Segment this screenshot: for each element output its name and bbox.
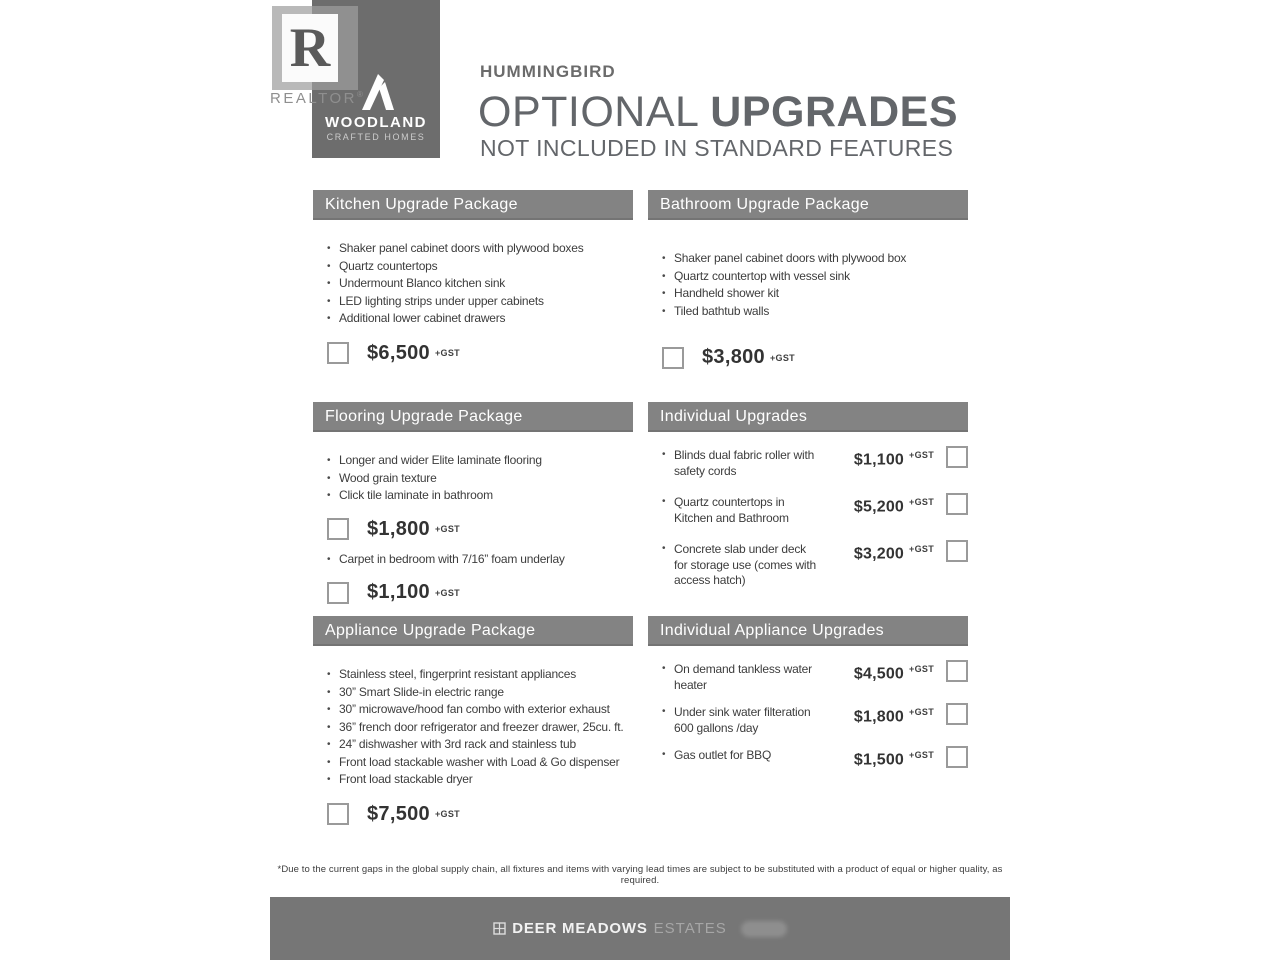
individual_appliance-checkbox-0[interactable]	[946, 660, 968, 682]
priced-item-price	[854, 542, 934, 562]
priced-item	[662, 662, 968, 693]
gst-label: +GST	[769, 352, 795, 363]
realtor-logo-frame	[272, 6, 358, 90]
section-title-bar: Individual Upgrades	[648, 402, 968, 432]
section-title-bar: Bathroom Upgrade Package	[648, 190, 968, 220]
section-kitchen	[313, 190, 633, 365]
individual_appliance-checkbox-2[interactable]	[946, 746, 968, 768]
price-row	[327, 581, 633, 604]
priced-item-price	[854, 495, 934, 515]
price-row	[327, 518, 633, 541]
bullet-item: • Front load stackable washer with Load & Go dispenser	[327, 754, 633, 772]
bullet-item: • Undermount Blanco kitchen sink	[327, 275, 633, 293]
gst-label: +GST	[434, 524, 460, 534]
page-title-bold: UPGRADES	[710, 88, 958, 136]
appliance-checkbox-1[interactable]	[327, 803, 349, 825]
flooring-checkbox-1[interactable]	[327, 518, 349, 540]
bullet-item: • 24” dishwasher with 3rd rack and stainless tub	[327, 736, 633, 754]
bullet-item: • Shaker panel cabinet doors with plywood box	[662, 250, 968, 268]
footer-estate-name: DEER MEADOWS	[512, 920, 648, 937]
gst-label: +GST	[909, 544, 934, 554]
priced-item	[662, 748, 968, 768]
price-amount: $5,200	[853, 498, 905, 516]
priced-item-text: • Under sink water filteration 600 gallons /day	[662, 705, 850, 736]
flooring-checkbox-3[interactable]	[327, 582, 349, 604]
bullet-item: • Handheld shower kit	[662, 285, 968, 303]
bullet-list	[662, 250, 968, 320]
footer-blur-patch	[741, 921, 787, 937]
price-amount: $1,800	[367, 517, 430, 540]
price-amount: $1,500	[853, 751, 905, 769]
gst-label: +GST	[434, 348, 460, 358]
price-amount: $4,500	[853, 665, 905, 683]
gst-label: +GST	[434, 587, 460, 598]
price-row	[327, 803, 633, 826]
gst-label: +GST	[909, 497, 934, 507]
footer-bar	[270, 897, 1010, 960]
priced-item-text: • On demand tankless water heater	[662, 662, 850, 693]
bullet-item: • Additional lower cabinet drawers	[327, 310, 633, 328]
price-row	[662, 346, 968, 369]
gst-label: +GST	[909, 750, 934, 760]
bullet-item: • Carpet in bedroom with 7/16” foam underlay	[327, 551, 633, 569]
page-title-light: OPTIONAL	[478, 88, 698, 136]
bullet-item: • LED lighting strips under upper cabinets	[327, 293, 633, 311]
section-title-bar: Appliance Upgrade Package	[313, 616, 633, 646]
section-title-bar: Flooring Upgrade Package	[313, 402, 633, 432]
individual-checkbox-0[interactable]	[946, 446, 968, 468]
realtor-logo-box	[282, 14, 338, 82]
page-subtitle: NOT INCLUDED IN STANDARD FEATURES	[480, 135, 954, 161]
priced-item-price	[854, 705, 934, 725]
individual_appliance-checkbox-1[interactable]	[946, 703, 968, 725]
price-amount: $3,200	[853, 545, 905, 563]
priced-item	[662, 705, 968, 736]
priced-item	[662, 495, 968, 526]
realtor-wordmark: REALTOR®	[270, 90, 366, 107]
window-grid-icon	[493, 922, 506, 935]
price-amount: $7,500	[367, 802, 430, 825]
footer-estate-suffix: ESTATES	[653, 920, 727, 937]
individual-checkbox-2[interactable]	[946, 540, 968, 562]
kitchen-checkbox-1[interactable]	[327, 342, 349, 364]
price-amount: $1,800	[853, 708, 905, 726]
bullet-item: • Tiled bathtub walls	[662, 303, 968, 321]
bullet-list	[327, 452, 633, 505]
model-name: HUMMINGBIRD	[480, 62, 616, 81]
priced-item-text: • Gas outlet for BBQ	[662, 748, 850, 764]
bullet-list	[327, 551, 633, 569]
bullet-list	[327, 240, 633, 328]
priced-item-text: • Concrete slab under deck for storage use (comes with access hatch)	[662, 542, 850, 589]
section-bathroom	[648, 190, 968, 369]
price-amount: $6,500	[367, 341, 430, 364]
section-individual	[648, 402, 968, 589]
section-individual_appliance	[648, 616, 968, 768]
bullet-item: • Stainless steel, fingerprint resistant appliances	[327, 666, 633, 684]
bullet-item: • Click tile laminate in bathroom	[327, 487, 633, 505]
bathroom-checkbox-1[interactable]	[662, 347, 684, 369]
section-flooring	[313, 402, 633, 604]
gst-label: +GST	[909, 664, 934, 674]
bullet-item: • Quartz countertop with vessel sink	[662, 268, 968, 286]
gst-label: +GST	[909, 450, 934, 460]
brand-tagline: CRAFTED HOMES	[326, 132, 426, 142]
priced-item	[662, 448, 968, 479]
price-amount: $3,800	[702, 346, 765, 368]
page-title	[478, 88, 958, 137]
disclaimer-text: *Due to the current gaps in the global supply chain, all fixtures and items with varying lead times are subject to be substituted with a product of equal or higher quality, as required.	[277, 864, 1003, 886]
priced-item	[662, 542, 968, 589]
section-title-bar: Individual Appliance Upgrades	[648, 616, 968, 646]
bullet-item: • Front load stackable dryer	[327, 771, 633, 789]
bullet-item: • Wood grain texture	[327, 470, 633, 488]
realtor-r-letter: R	[289, 17, 331, 79]
footer-logo	[493, 920, 787, 937]
bullet-item: • Longer and wider Elite laminate flooring	[327, 452, 633, 470]
gst-label: +GST	[434, 809, 460, 819]
bullet-item: • Quartz countertops	[327, 258, 633, 276]
priced-item-text: • Blinds dual fabric roller with safety cords	[662, 448, 850, 479]
registered-mark: ®	[356, 90, 366, 99]
brand-name: WOODLAND	[325, 114, 427, 131]
section-appliance	[313, 616, 633, 826]
price-amount: $1,100	[853, 451, 905, 469]
gst-label: +GST	[909, 707, 934, 717]
priced-item-price	[854, 662, 934, 682]
realtor-logo	[270, 4, 366, 108]
individual-checkbox-1[interactable]	[946, 493, 968, 515]
price-amount: $1,100	[367, 581, 430, 603]
bullet-item: • 30” microwave/hood fan combo with exterior exhaust	[327, 701, 633, 719]
priced-item-text: • Quartz countertops in Kitchen and Bathroom	[662, 495, 850, 526]
price-row	[327, 342, 633, 365]
bullet-list	[327, 666, 633, 789]
priced-item-price	[854, 448, 934, 468]
section-title-bar: Kitchen Upgrade Package	[313, 190, 633, 220]
priced-item-price	[854, 748, 934, 768]
bullet-item: • 36” french door refrigerator and freezer drawer, 25cu. ft.	[327, 719, 633, 737]
bullet-item: • 30” Smart Slide-in electric range	[327, 684, 633, 702]
bullet-item: • Shaker panel cabinet doors with plywood boxes	[327, 240, 633, 258]
